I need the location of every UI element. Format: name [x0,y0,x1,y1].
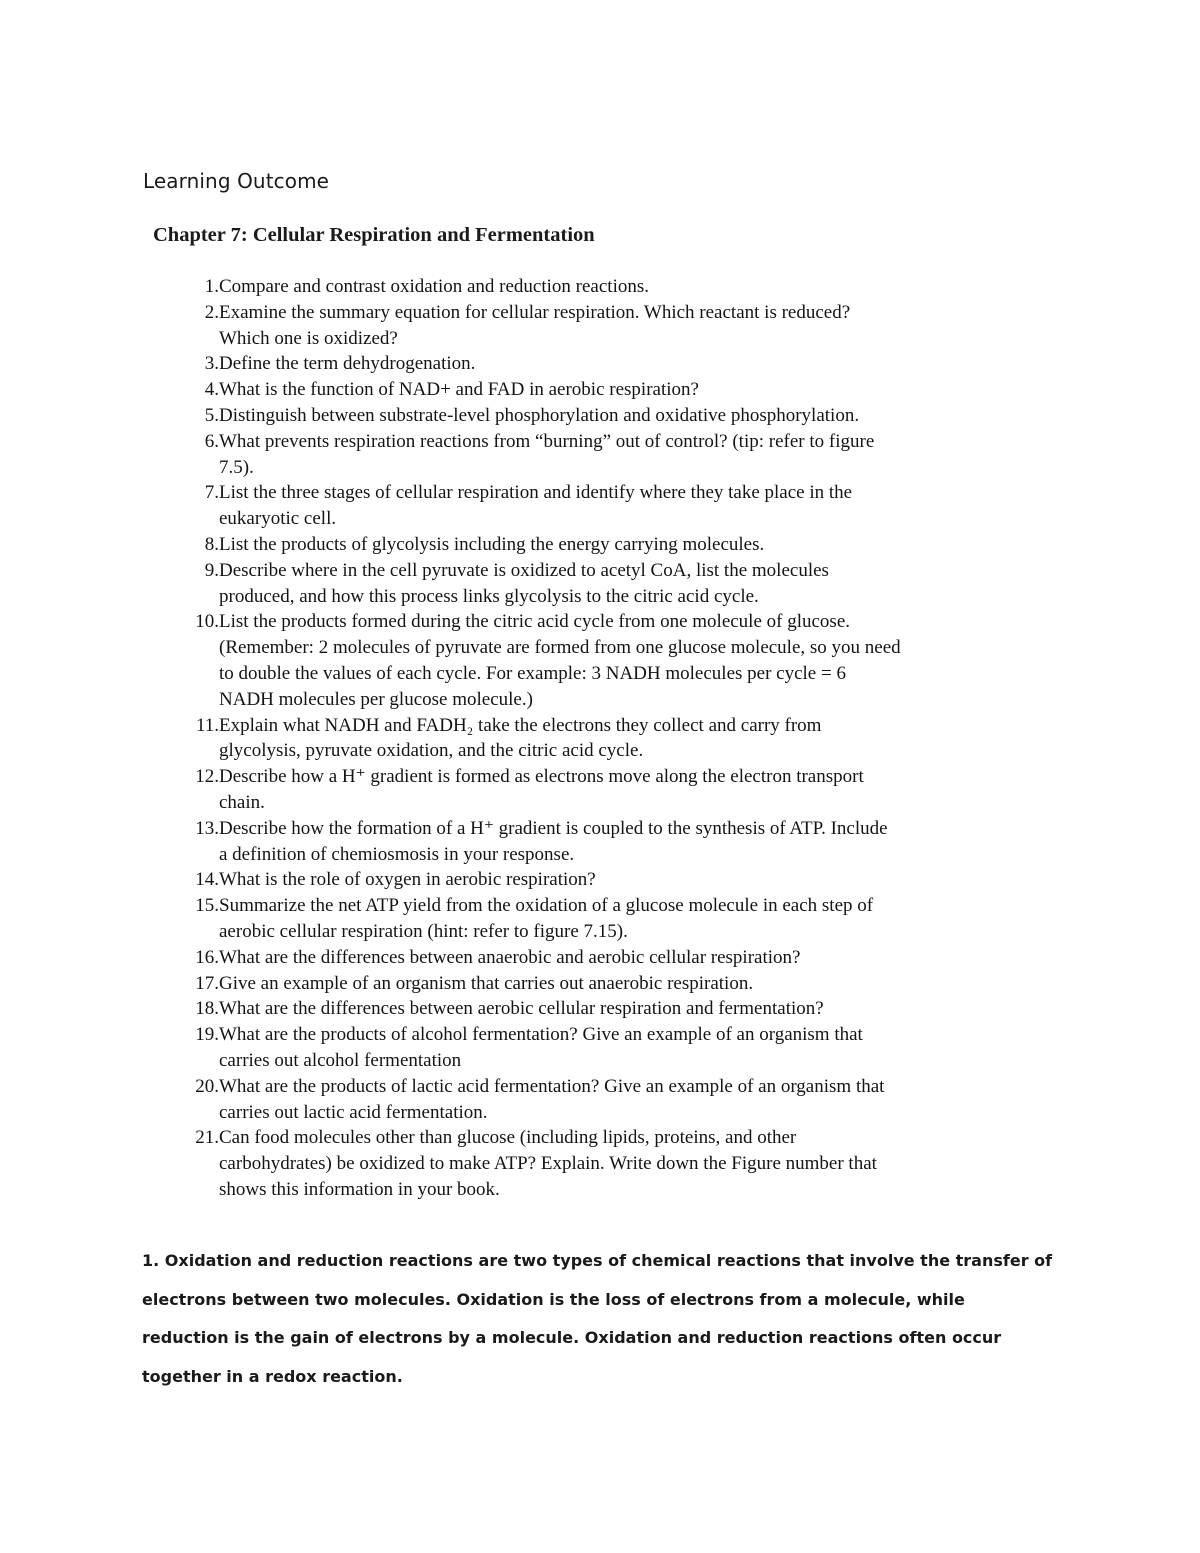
list-item [150,558,1030,610]
item-number-label: 14. [195,869,219,891]
answer-paragraph [142,1242,1072,1396]
item-number-label: 16. [195,946,219,968]
item-text-line: What are the products of lactic acid fermentation? Give an example of an organism that [219,1075,885,1097]
list-item [150,893,1030,945]
item-text [219,351,1030,377]
item-number-label: 8. [204,533,219,555]
item-text-line: a definition of chemiosmosis in your response. [219,843,575,865]
chapter-title: Chapter 7: Cellular Respiration and Fermentation [153,224,595,246]
item-number-label: 4. [204,379,219,401]
item-number-label: 17. [195,972,219,994]
item-text-line: eukaryotic cell. [219,508,337,530]
learning-outcomes-list [150,274,1030,1203]
item-number-label: 11. [195,714,219,736]
item-text [219,532,1030,558]
answer-line: electrons between two molecules. Oxidation is the loss of electrons from a molecule, while [142,1289,965,1309]
item-text-line: Can food molecules other than glucose (including lipids, proteins, and other [219,1127,797,1149]
item-number-label: 3. [204,353,219,375]
item-text [219,403,1030,429]
item-text [219,558,1030,610]
item-number-label: 5. [204,404,219,426]
item-text-line: (Remember: 2 molecules of pyruvate are formed from one glucose molecule, so you need [219,637,901,659]
item-text [219,996,1030,1022]
list-item [150,1125,1030,1202]
item-text-line: Define the term dehydrogenation. [219,353,476,375]
item-text-line: to double the values of each cycle. For example: 3 NADH molecules per cycle = 6 [219,662,846,684]
item-text-line: Describe how a H⁺ gradient is formed as electrons move along the electron transport [219,766,864,788]
item-text [219,945,1030,971]
list-item [150,996,1030,1022]
item-number [150,609,219,712]
list-item [150,429,1030,481]
item-text [219,480,1030,532]
item-text [219,1125,1030,1202]
list-item [150,377,1030,403]
item-text-line: What are the products of alcohol fermentation? Give an example of an organism that [219,1024,863,1046]
answer-line: together in a redox reaction. [142,1366,403,1386]
list-item [150,1022,1030,1074]
list-item [150,816,1030,868]
answer-line: 1. Oxidation and reduction reactions are two types of chemical reactions that involve the transfer of [142,1251,1053,1270]
item-text-line: shows this information in your book. [219,1178,500,1200]
list-item [150,764,1030,816]
item-number [150,893,219,945]
item-number [150,532,219,558]
list-item [150,945,1030,971]
item-number-label: 9. [204,559,219,581]
item-text-line: NADH molecules per glucose molecule.) [219,688,533,710]
item-text-line: What is the function of NAD+ and FAD in aerobic respiration? [219,379,699,401]
list-item [150,480,1030,532]
item-text [219,274,1030,300]
item-text-line: What are the differences between anaerobic and aerobic cellular respiration? [219,946,801,968]
item-text [219,816,1030,868]
item-text-line: Distinguish between substrate-level phosphorylation and oxidative phosphorylation. [219,404,860,426]
item-text-line: What is the role of oxygen in aerobic respiration? [219,869,596,891]
item-number [150,558,219,610]
item-text [219,893,1030,945]
item-text-line: Examine the summary equation for cellular respiration. Which reactant is reduced? [219,301,851,323]
item-number-label: 21. [195,1127,219,1149]
item-number [150,1125,219,1202]
list-item [150,867,1030,893]
item-number-label: 13. [195,817,219,839]
item-text-line: 7.5). [219,456,254,478]
item-text-line: chain. [219,791,265,813]
item-text [219,867,1030,893]
item-number-label: 19. [195,1024,219,1046]
item-text-line: List the products of glycolysis including the energy carrying molecules. [219,533,765,555]
list-item [150,971,1030,997]
item-text-line: Explain what NADH and FADH₂ take the electrons they collect and carry from [219,714,822,736]
item-text-line: What prevents respiration reactions from “burning” out of control? (tip: refer to figure [219,430,875,452]
item-number [150,377,219,403]
item-number [150,351,219,377]
item-number [150,403,219,429]
item-text [219,429,1030,481]
item-number-label: 15. [195,895,219,917]
list-item [150,713,1030,765]
item-number [150,867,219,893]
item-text-line: What are the differences between aerobic cellular respiration and fermentation? [219,998,824,1020]
item-text-line: Which one is oxidized? [219,327,398,349]
page-heading: Learning Outcome [143,169,330,193]
item-number-label: 6. [204,430,219,452]
item-text-line: carries out lactic acid fermentation. [219,1101,488,1123]
item-number-label: 20. [195,1075,219,1097]
item-number [150,996,219,1022]
item-number [150,429,219,481]
item-text [219,1022,1030,1074]
list-item [150,532,1030,558]
item-number [150,274,219,300]
list-item [150,403,1030,429]
item-text-line: Describe how the formation of a H⁺ gradient is coupled to the synthesis of ATP. Include [219,817,888,839]
item-text-line: List the products formed during the citric acid cycle from one molecule of glucose. [219,611,851,633]
item-text [219,1074,1030,1126]
item-number [150,945,219,971]
item-text-line: aerobic cellular respiration (hint: refer to figure 7.15). [219,920,628,942]
item-number-label: 1. [204,276,219,297]
list-item [150,351,1030,377]
item-text-line: Compare and contrast oxidation and reduction reactions. [219,276,650,297]
item-number-label: 10. [195,611,219,633]
item-text [219,971,1030,997]
item-number-label: 12. [195,766,219,788]
list-item [150,300,1030,352]
list-item [150,1074,1030,1126]
item-number [150,300,219,352]
item-number-label: 7. [204,482,219,504]
item-number [150,764,219,816]
item-text [219,377,1030,403]
item-text-line: carbohydrates) be oxidized to make ATP? Explain. Write down the Figure number that [219,1153,877,1175]
item-text [219,300,1030,352]
list-item [150,609,1030,712]
item-text-line: produced, and how this process links glycolysis to the citric acid cycle. [219,585,759,607]
item-text [219,764,1030,816]
item-number [150,1074,219,1126]
item-text-line: carries out alcohol fermentation [219,1049,462,1071]
item-text [219,609,1030,712]
item-text [219,713,1030,765]
item-number [150,816,219,868]
item-text-line: List the three stages of cellular respiration and identify where they take place in the [219,482,853,504]
item-number-label: 18. [195,998,219,1020]
item-text-line: glycolysis, pyruvate oxidation, and the citric acid cycle. [219,740,644,762]
item-text-line: Summarize the net ATP yield from the oxidation of a glucose molecule in each step of [219,895,874,917]
item-text-line: Give an example of an organism that carries out anaerobic respiration. [219,972,754,994]
item-number-label: 2. [204,301,219,323]
item-number [150,713,219,765]
item-number [150,1022,219,1074]
item-number [150,971,219,997]
list-item [150,274,1030,300]
answer-line: reduction is the gain of electrons by a molecule. Oxidation and reduction reactions often occur [142,1328,1002,1347]
item-number [150,480,219,532]
item-text-line: Describe where in the cell pyruvate is oxidized to acetyl CoA, list the molecules [219,559,829,581]
